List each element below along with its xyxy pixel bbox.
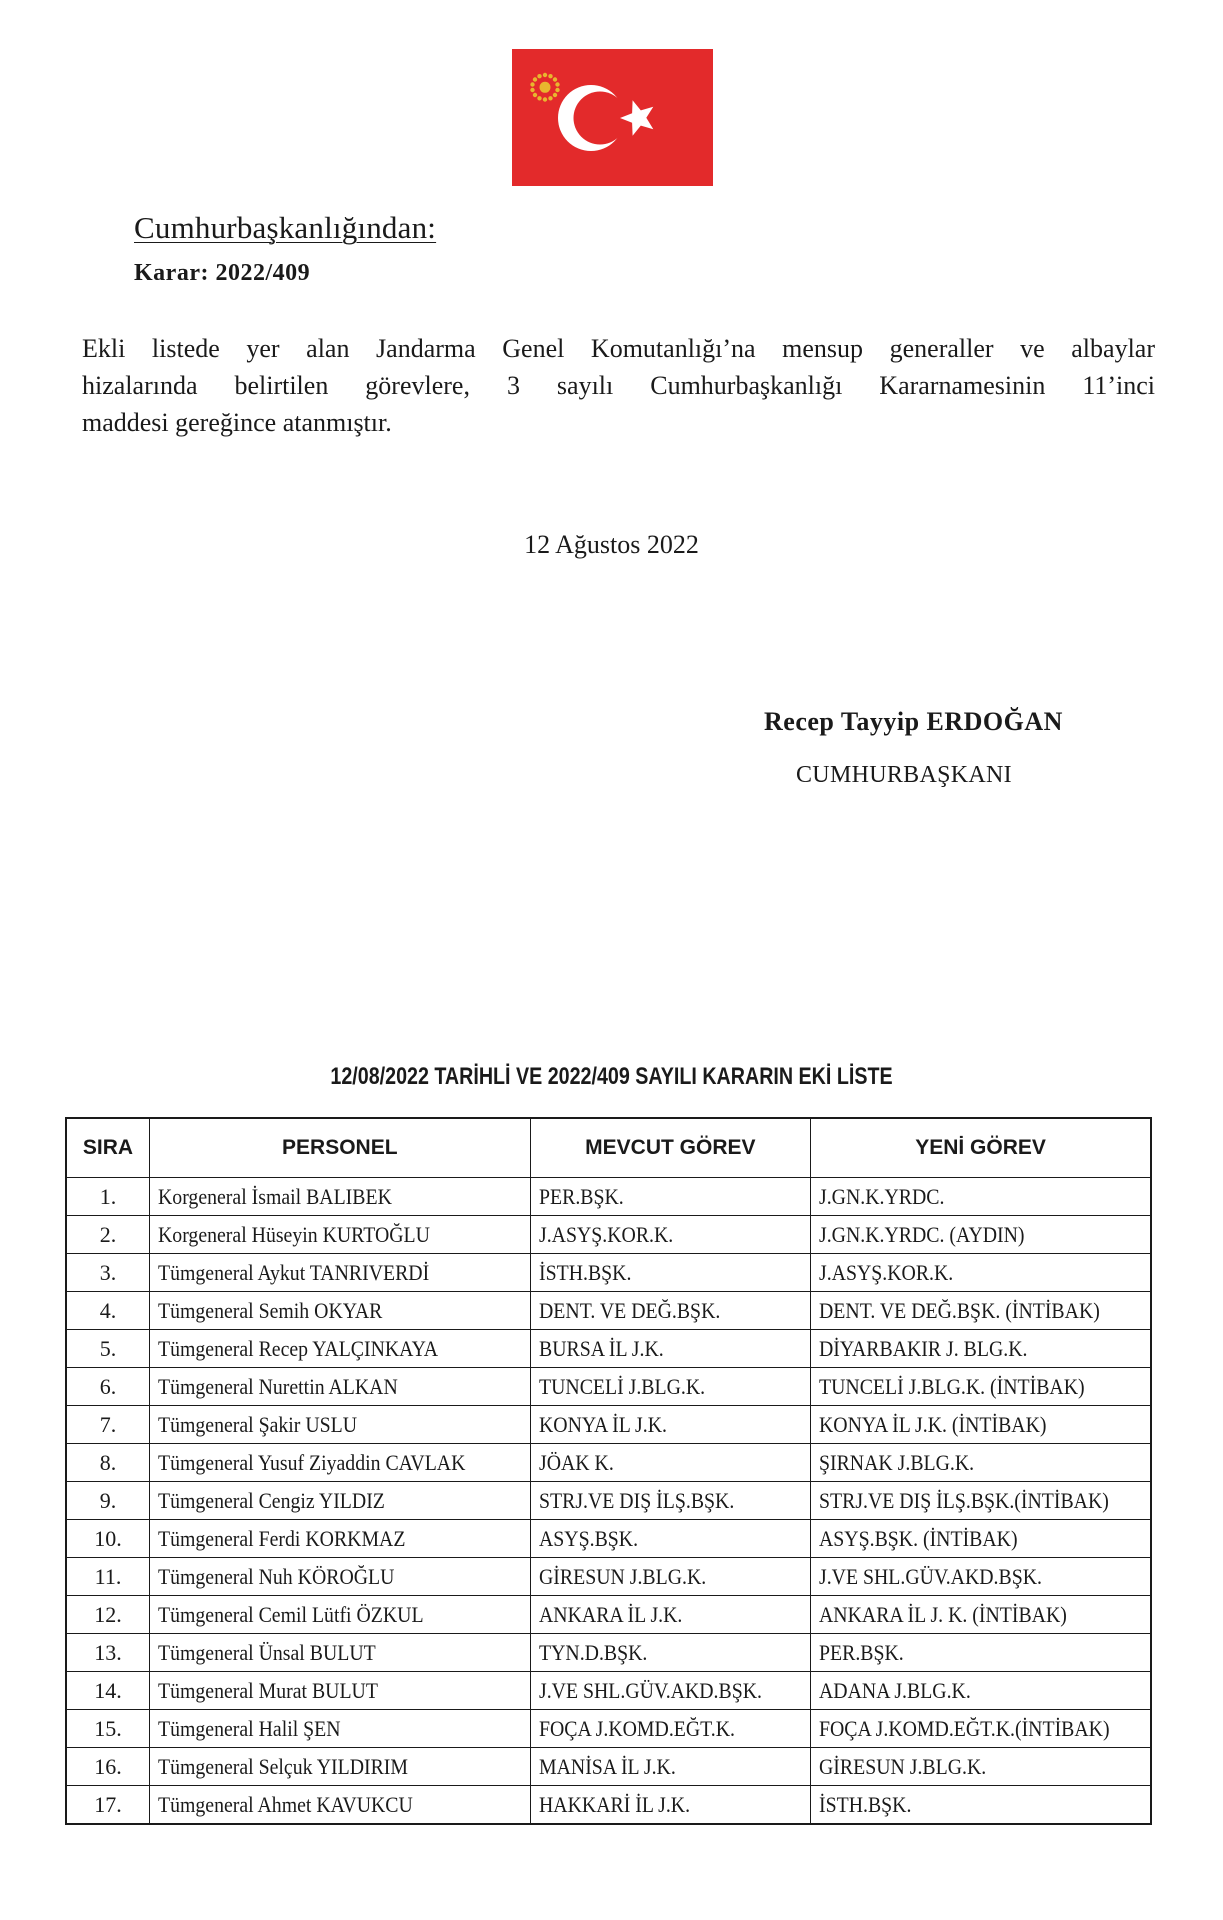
new-position-cell — [811, 1178, 1151, 1216]
current-position-cell — [530, 1292, 811, 1330]
row-number-cell: 1. — [66, 1178, 150, 1216]
signer-name: Recep Tayyip ERDOĞAN — [764, 707, 1063, 736]
row-number-cell: 16. — [66, 1748, 150, 1786]
table-row — [66, 1634, 1151, 1672]
decision-number: Karar: 2022/409 — [134, 260, 311, 286]
table-row — [66, 1444, 1151, 1482]
personnel-name-cell — [150, 1558, 531, 1596]
table-row — [66, 1406, 1151, 1444]
new-position-cell — [811, 1634, 1151, 1672]
current-position-text: TUNCELİ J.BLG.K. — [538, 1373, 705, 1399]
row-number-cell: 12. — [66, 1596, 150, 1634]
personnel-name-text: Tümgeneral Murat BULUT — [158, 1677, 378, 1703]
personnel-name-cell — [150, 1520, 531, 1558]
row-number-cell: 13. — [66, 1634, 150, 1672]
column-header-sira: SIRA — [66, 1118, 150, 1178]
signer-title: CUMHURBAŞKANI — [796, 762, 1012, 788]
crescent-inner — [574, 92, 627, 145]
personnel-name-cell — [150, 1748, 531, 1786]
row-number-cell: 4. — [66, 1292, 150, 1330]
new-position-cell — [811, 1748, 1151, 1786]
row-number-cell: 15. — [66, 1710, 150, 1748]
table-row — [66, 1216, 1151, 1254]
current-position-text: DENT. VE DEĞ.BŞK. — [538, 1297, 720, 1323]
current-position-cell — [530, 1178, 811, 1216]
new-position-cell — [811, 1520, 1151, 1558]
row-number-cell: 3. — [66, 1254, 150, 1292]
personnel-name-cell — [150, 1216, 531, 1254]
new-position-text: J.GN.K.YRDC. — [819, 1183, 945, 1209]
current-position-cell — [530, 1216, 811, 1254]
new-position-text: J.GN.K.YRDC. (AYDIN) — [819, 1221, 1025, 1247]
personnel-name-text: Tümgeneral Ahmet KAVUKCU — [158, 1791, 413, 1817]
current-position-cell — [530, 1596, 811, 1634]
current-position-text: MANİSA İL J.K. — [538, 1753, 676, 1779]
new-position-text: STRJ.VE DIŞ İLŞ.BŞK.(İNTİBAK) — [819, 1487, 1109, 1513]
row-number-cell: 6. — [66, 1368, 150, 1406]
personnel-name-cell — [150, 1596, 531, 1634]
table-row — [66, 1786, 1151, 1825]
personnel-name-text: Tümgeneral Recep YALÇINKAYA — [158, 1335, 439, 1361]
new-position-text: DENT. VE DEĞ.BŞK. (İNTİBAK) — [819, 1297, 1100, 1323]
table-row — [66, 1596, 1151, 1634]
current-position-cell — [530, 1634, 811, 1672]
personnel-name-text: Tümgeneral Ünsal BULUT — [158, 1639, 376, 1665]
current-position-text: PER.BŞK. — [538, 1183, 624, 1209]
personnel-name-text: Tümgeneral Şakir USLU — [158, 1411, 358, 1437]
personnel-name-cell — [150, 1786, 531, 1825]
current-position-cell — [530, 1520, 811, 1558]
personnel-name-cell — [150, 1254, 531, 1292]
new-position-text: İSTH.BŞK. — [819, 1791, 912, 1817]
current-position-text: ANKARA İL J.K. — [538, 1601, 682, 1627]
new-position-text: GİRESUN J.BLG.K. — [819, 1753, 987, 1779]
table-body — [66, 1178, 1151, 1825]
current-position-text: BURSA İL J.K. — [538, 1335, 664, 1361]
current-position-cell — [530, 1558, 811, 1596]
column-header-mevcut-gorev: MEVCUT GÖREV — [530, 1118, 811, 1178]
current-position-cell — [530, 1748, 811, 1786]
new-position-cell — [811, 1254, 1151, 1292]
new-position-cell — [811, 1292, 1151, 1330]
personnel-name-text: Tümgeneral Cengiz YILDIZ — [158, 1487, 385, 1513]
new-position-cell — [811, 1672, 1151, 1710]
table-row — [66, 1178, 1151, 1216]
personnel-name-cell — [150, 1406, 531, 1444]
list-title: 12/08/2022 TARİHLİ VE 2022/409 SAYILI KARARIN EKİ LİSTE — [330, 1063, 893, 1090]
new-position-cell — [811, 1482, 1151, 1520]
table-row — [66, 1368, 1151, 1406]
new-position-text: ŞIRNAK J.BLG.K. — [819, 1449, 975, 1475]
new-position-text: PER.BŞK. — [819, 1639, 904, 1665]
row-number-cell: 7. — [66, 1406, 150, 1444]
new-position-cell — [811, 1406, 1151, 1444]
table-row — [66, 1558, 1151, 1596]
decision-text-line: Ekli listede yer alan Jandarma Genel Komutanlığı’na mensup generaller ve albaylar — [82, 334, 1155, 363]
new-position-text: TUNCELİ J.BLG.K. (İNTİBAK) — [819, 1373, 1085, 1399]
table-row — [66, 1748, 1151, 1786]
table-row — [66, 1482, 1151, 1520]
row-number-cell: 14. — [66, 1672, 150, 1710]
new-position-cell — [811, 1596, 1151, 1634]
personnel-name-text: Tümgeneral Selçuk YILDIRIM — [158, 1753, 409, 1779]
personnel-name-text: Korgeneral İsmail BALIBEK — [158, 1183, 392, 1209]
appointment-table — [65, 1117, 1152, 1825]
decision-text — [82, 330, 1155, 441]
new-position-text: DİYARBAKIR J. BLG.K. — [819, 1335, 1028, 1361]
current-position-text: JÖAK K. — [538, 1449, 614, 1475]
current-position-cell — [530, 1672, 811, 1710]
personnel-name-cell — [150, 1292, 531, 1330]
new-position-text: J.ASYŞ.KOR.K. — [819, 1259, 954, 1285]
current-position-cell — [530, 1786, 811, 1825]
row-number-cell: 2. — [66, 1216, 150, 1254]
current-position-text: İSTH.BŞK. — [538, 1259, 631, 1285]
current-position-text: ASYŞ.BŞK. — [538, 1525, 638, 1551]
new-position-cell — [811, 1368, 1151, 1406]
current-position-cell — [530, 1710, 811, 1748]
current-position-cell — [530, 1368, 811, 1406]
personnel-name-text: Tümgeneral Nuh KÖROĞLU — [158, 1563, 395, 1589]
turkish-flag-icon — [512, 49, 713, 186]
personnel-name-text: Tümgeneral Ferdi KORKMAZ — [158, 1525, 406, 1551]
new-position-cell — [811, 1330, 1151, 1368]
personnel-name-cell — [150, 1710, 531, 1748]
row-number-cell: 17. — [66, 1786, 150, 1825]
personnel-name-text: Tümgeneral Halil ŞEN — [158, 1715, 341, 1741]
new-position-cell — [811, 1710, 1151, 1748]
current-position-text: FOÇA J.KOMD.EĞT.K. — [538, 1715, 735, 1741]
new-position-cell — [811, 1558, 1151, 1596]
new-position-text: ANKARA İL J. K. (İNTİBAK) — [819, 1601, 1067, 1627]
personnel-name-cell — [150, 1672, 531, 1710]
issuer-heading: Cumhurbaşkanlığından: — [134, 210, 437, 245]
personnel-name-text: Korgeneral Hüseyin KURTOĞLU — [158, 1221, 430, 1247]
table-row — [66, 1292, 1151, 1330]
table-row — [66, 1254, 1151, 1292]
personnel-name-cell — [150, 1444, 531, 1482]
personnel-name-cell — [150, 1482, 531, 1520]
current-position-text: J.ASYŞ.KOR.K. — [538, 1221, 673, 1247]
current-position-text: GİRESUN J.BLG.K. — [538, 1563, 706, 1589]
column-header-yeni-gorev: YENİ GÖREV — [811, 1118, 1151, 1178]
personnel-name-cell — [150, 1634, 531, 1672]
new-position-cell — [811, 1444, 1151, 1482]
new-position-cell — [811, 1786, 1151, 1825]
decision-text-line: hizalarında belirtilen görevlere, 3 sayılı Cumhurbaşkanlığı Kararnamesinin 11’inci — [82, 371, 1155, 400]
row-number-cell: 5. — [66, 1330, 150, 1368]
row-number-cell: 10. — [66, 1520, 150, 1558]
new-position-text: ASYŞ.BŞK. (İNTİBAK) — [819, 1525, 1018, 1551]
current-position-text: STRJ.VE DIŞ İLŞ.BŞK. — [538, 1487, 734, 1513]
personnel-name-cell — [150, 1330, 531, 1368]
current-position-cell — [530, 1406, 811, 1444]
current-position-text: KONYA İL J.K. — [538, 1411, 667, 1437]
current-position-cell — [530, 1330, 811, 1368]
current-position-cell — [530, 1482, 811, 1520]
current-position-cell — [530, 1444, 811, 1482]
column-header-personel: PERSONEL — [150, 1118, 531, 1178]
current-position-text: HAKKARİ İL J.K. — [538, 1791, 690, 1817]
personnel-name-text: Tümgeneral Semih OKYAR — [158, 1297, 383, 1323]
personnel-name-text: Tümgeneral Yusuf Ziyaddin CAVLAK — [158, 1449, 466, 1475]
personnel-name-text: Tümgeneral Nurettin ALKAN — [158, 1373, 398, 1399]
table-row — [66, 1672, 1151, 1710]
row-number-cell: 11. — [66, 1558, 150, 1596]
new-position-text: FOÇA J.KOMD.EĞT.K.(İNTİBAK) — [819, 1715, 1110, 1741]
table-row — [66, 1520, 1151, 1558]
decision-text-line: maddesi gereğince atanmıştır. — [82, 408, 392, 437]
new-position-text: ADANA J.BLG.K. — [819, 1677, 971, 1703]
table-row — [66, 1710, 1151, 1748]
personnel-name-cell — [150, 1178, 531, 1216]
current-position-text: TYN.D.BŞK. — [538, 1639, 647, 1665]
personnel-name-text: Tümgeneral Aykut TANRIVERDİ — [158, 1259, 430, 1285]
table-header-row — [66, 1118, 1151, 1178]
personnel-name-text: Tümgeneral Cemil Lütfi ÖZKUL — [158, 1601, 424, 1627]
row-number-cell: 8. — [66, 1444, 150, 1482]
table-row — [66, 1330, 1151, 1368]
row-number-cell: 9. — [66, 1482, 150, 1520]
new-position-cell — [811, 1216, 1151, 1254]
decision-date: 12 Ağustos 2022 — [524, 530, 699, 559]
current-position-text: J.VE SHL.GÜV.AKD.BŞK. — [538, 1677, 762, 1703]
new-position-text: J.VE SHL.GÜV.AKD.BŞK. — [819, 1563, 1043, 1589]
current-position-cell — [530, 1254, 811, 1292]
personnel-name-cell — [150, 1368, 531, 1406]
new-position-text: KONYA İL J.K. (İNTİBAK) — [819, 1411, 1047, 1437]
